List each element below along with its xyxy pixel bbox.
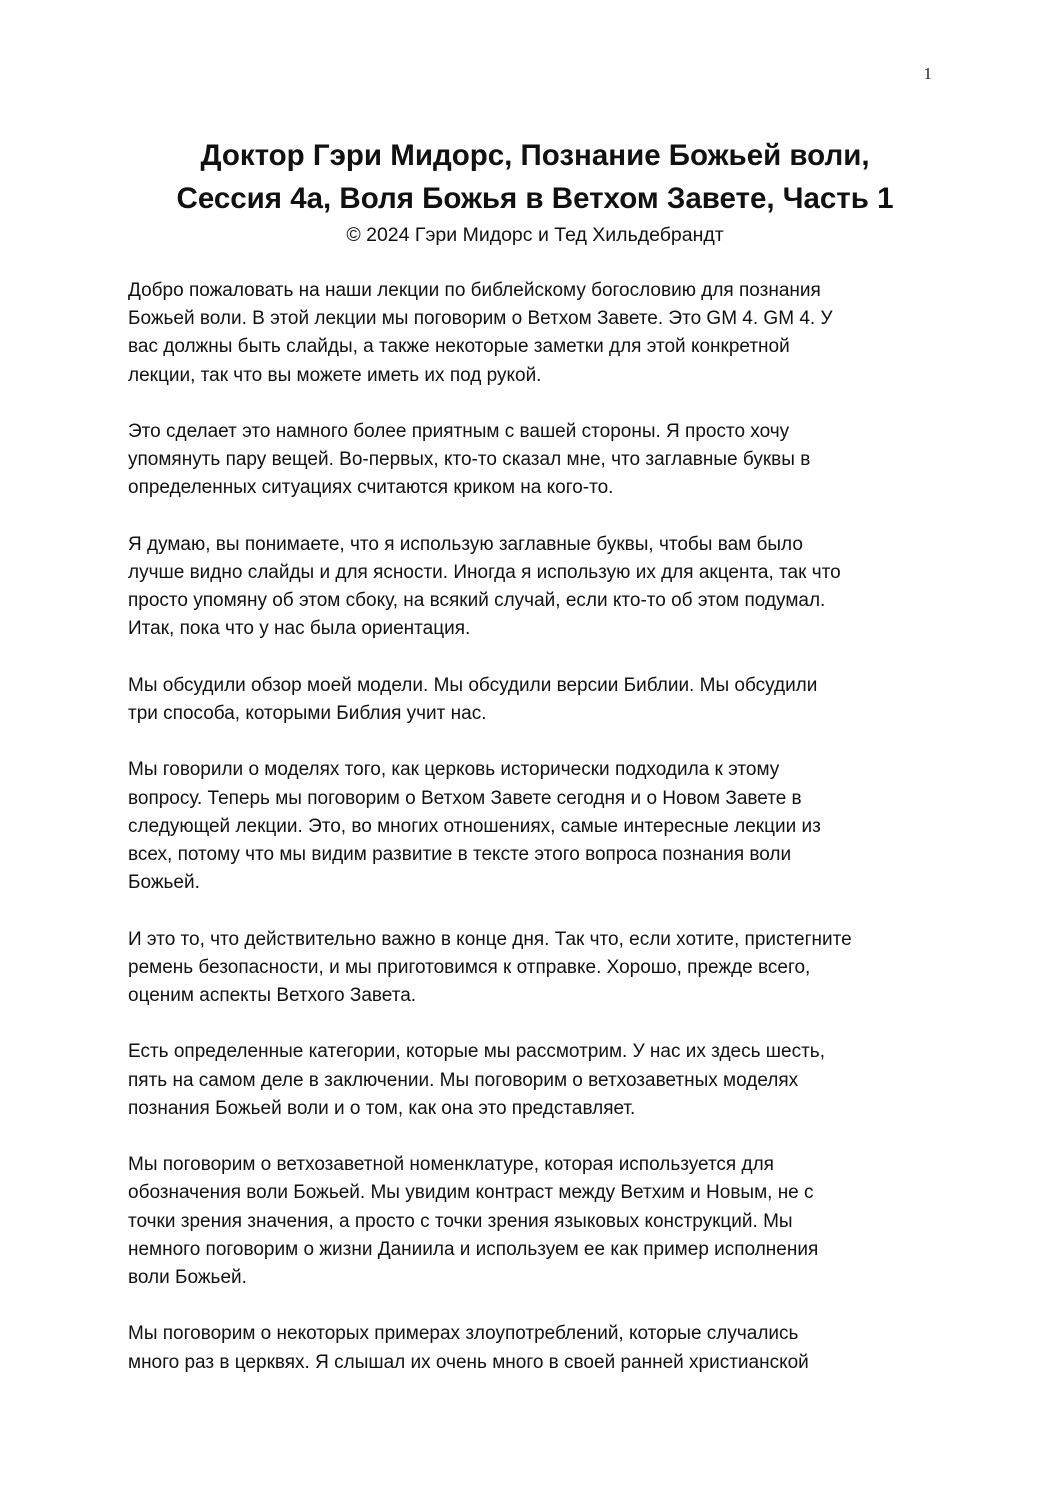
paragraph-line: Есть определенные категории, которые мы рассмотрим. У нас их здесь шесть, [128, 1041, 825, 1063]
document-body [128, 277, 938, 1405]
body-paragraph [128, 926, 938, 1011]
paragraph-line: Мы поговорим о ветхозаветной номенклатуре, которая используется для [128, 1154, 774, 1176]
paragraph-line: определенных ситуациях считаются криком на кого-то. [128, 477, 614, 499]
body-paragraph [128, 1038, 938, 1123]
body-paragraph [128, 531, 938, 644]
body-paragraph [128, 672, 938, 728]
paragraph-line: много раз в церквях. Я слышал их очень много в своей ранней христианской [128, 1351, 809, 1373]
paragraph-line: Добро пожаловать на наши лекции по библейскому богословию для познания [128, 280, 821, 301]
paragraph-line: лучше видно слайды и для ясности. Иногда я использую их для акцента, так что [128, 562, 841, 583]
page-number: 1 [923, 64, 932, 83]
paragraph-line: упомянуть пару вещей. Во-первых, кто-то сказал мне, что заглавные буквы в [128, 449, 811, 471]
body-paragraph [128, 1151, 938, 1292]
paragraph-line: следующей лекции. Это, во многих отношениях, самые интересные лекции из [128, 815, 821, 837]
paragraph-line: три способа, которыми Библия учит нас. [128, 703, 487, 724]
paragraph-line: немного поговорим о жизни Даниила и используем ее как пример исполнения [128, 1238, 819, 1260]
paragraph-line: вопросу. Теперь мы поговорим о Ветхом Завете сегодня и о Новом Завете в [128, 787, 802, 809]
paragraph-line: вас должны быть слайды, а также некоторые заметки для этой конкретной [128, 336, 790, 358]
body-paragraph [128, 1320, 938, 1376]
paragraph-line: познания Божьей воли и о том, как она это представляет. [128, 1097, 636, 1119]
copyright-line: © 2024 Гэри Мидорс и Тед Хильдебрандт [346, 224, 724, 246]
title-line: Доктор Гэри Мидорс, Познание Божьей воли, [200, 139, 870, 172]
body-paragraph [128, 277, 938, 390]
paragraph-line: Божьей. [128, 872, 200, 894]
paragraph-line: пять на самом деле в заключении. Мы поговорим о ветхозаветных моделях [128, 1069, 799, 1091]
paragraph-line: просто упомяну об этом сбоку, на всякий случай, если кто-то об этом подумал. [128, 590, 826, 612]
paragraph-line: Божьей воли. В этой лекции мы поговорим о Ветхом Завете. Это GM 4. GM 4. У [128, 308, 833, 330]
paragraph-line: всех, потому что мы видим развитие в тексте этого вопроса познания воли [128, 844, 792, 865]
paragraph-line: оценим аспекты Ветхого Завета. [128, 985, 417, 1006]
title-line: Сессия 4а, Воля Божья в Ветхом Завете, Часть 1 [176, 182, 894, 215]
paragraph-line: Мы поговорим о некоторых примерах злоупотреблений, которые случались [128, 1323, 799, 1345]
paragraph-line: воли Божьей. [128, 1267, 247, 1288]
body-paragraph [128, 418, 938, 503]
paragraph-line: Мы обсудили обзор моей модели. Мы обсудили версии Библии. Мы обсудили [128, 674, 818, 696]
body-paragraph [128, 756, 938, 897]
paragraph-line: обозначения воли Божьей. Мы увидим контраст между Ветхим и Новым, не с [128, 1182, 814, 1204]
paragraph-line: Итак, пока что у нас была ориентация. [128, 618, 471, 640]
paragraph-line: ремень безопасности, и мы приготовимся к отправке. Хорошо, прежде всего, [128, 956, 811, 978]
paragraph-line: Мы говорили о моделях того, как церковь исторически подходила к этому [128, 759, 780, 781]
paragraph-line: И это то, что действительно важно в конце дня. Так что, если хотите, пристегните [128, 928, 852, 950]
document-title [100, 134, 970, 220]
paragraph-line: Это сделает это намного более приятным с вашей стороны. Я просто хочу [128, 421, 790, 442]
paragraph-line: точки зрения значения, а просто с точки зрения языковых конструкций. Мы [128, 1210, 793, 1232]
paragraph-line: Я думаю, вы понимаете, что я использую заглавные буквы, чтобы вам было [128, 533, 803, 555]
paragraph-line: лекции, так что вы можете иметь их под рукой. [128, 364, 542, 386]
